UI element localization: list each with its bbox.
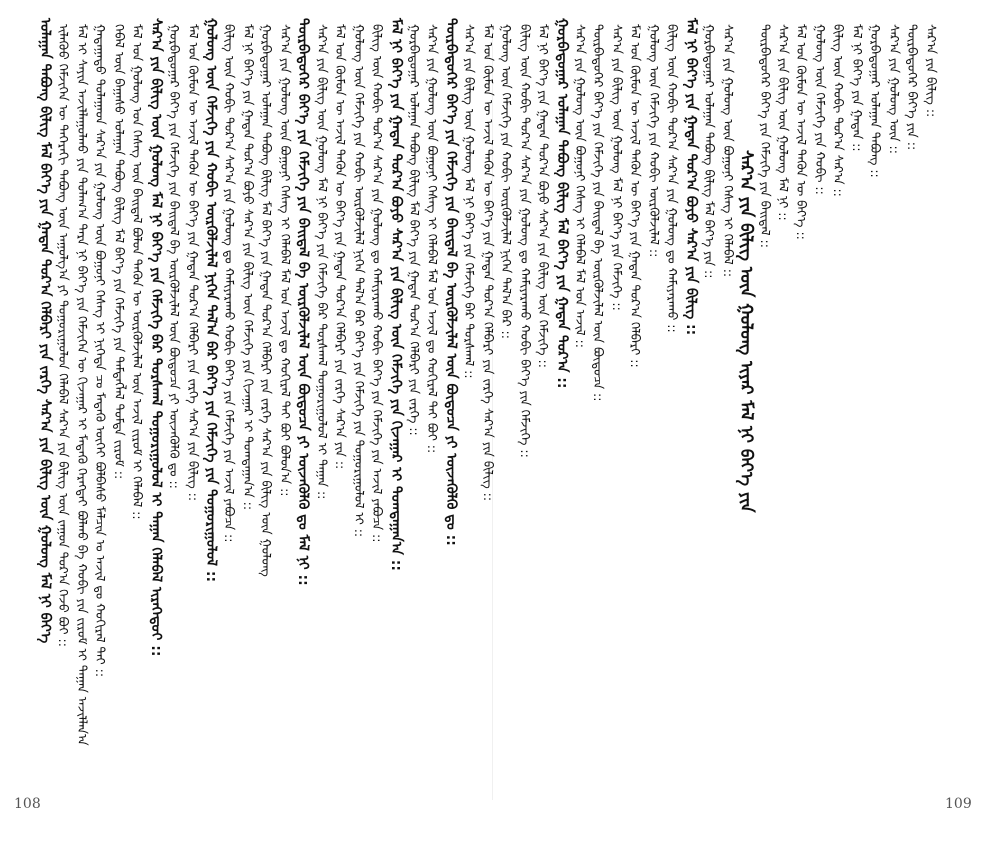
text-column: ᠳᠦᠷᠪᠡᠳᠦᠭᠡᠷ ᠪᠡᠶ᠎ᠡ ᠶᠢᠨ :: (905, 24, 920, 151)
text-column: ᠭᠤᠯᠤᠩ ᠦᠨ ᠬᠡᠮᠵᠢᠭᠡ ᠶᠢᠨ ᠬᠤᠪᠢ ᠦᠷᠭᠦᠯᠵᠢᠯᠡᠯ :: (647, 24, 662, 258)
text-column: ᠪᠢᠯᠢᠭ ᠦᠨ ᠬᠤᠪᠢ ᠳᠤᠷ᠎ᠠ ᠰᠠᠷ᠎ᠠ :: (831, 24, 846, 197)
text-column: ᠮᠠᠯ ᠨᠢ ᠪᠡᠶ᠎ᠡ ᠶᠢᠨ ᠭᠠᠳᠠᠨ ᠳᠤᠷ᠎ᠠ ᠪᠤᠶᠤ ᠰᠠᠷ᠎ᠠ ᠶᠢᠨ ᠪᠢᠯᠢᠭ ᠦᠨ ᠬᠡᠮᠵᠢᠭᠡ ᠶᠢᠨ ᠬᠢᠵᠠᠭᠠᠷ ᠢ ᠲᠣᠭᠲᠠᠭᠠᠨ᠎ᠠ :: (388, 18, 404, 571)
text-column: ᠭᠤᠷᠪᠠᠳᠤᠭᠠᠷ ᠤᠯᠠᠭᠠᠨ ᠲᠠᠪᠤᠩ ᠪᠢᠯᠢᠭ ᠮᠠᠯ ᠪᠡᠶ᠎ᠡ ᠶᠢᠨ :: (702, 24, 717, 279)
text-column: ᠳᠦᠷᠪᠡᠳᠦᠭᠡᠷ ᠪᠡᠶ᠎ᠡ ᠶᠢᠨ ᠬᠡᠮᠵᠢᠭᠡ ᠶᠢᠨ ᠪᠠᠢᠳᠠᠯ :: (758, 24, 773, 248)
text-column: ᠤᠯᠠᠭᠠᠨ ᠲᠠᠪᠤᠩ ᠪᠢᠯᠢᠭ ᠮᠠᠯ ᠪᠡᠶ᠎ᠡ ᠶᠢᠨ ᠭᠠᠳᠠᠨ ᠳᠤᠷ᠎ᠠ ᠬᠡᠯᠪᠡᠷᠢ ᠶᠢᠨ ᠵᠡᠷᠭᠡ ᠰᠠᠷ᠎ᠠ ᠶᠢᠨ ᠪᠢᠯᠢᠭ ᠦᠨ ᠭᠤᠯᠤᠩ ᠮᠠᠯ ᠨᠢ ᠪᠡᠶ᠎ᠡ (37, 18, 53, 644)
text-column: ᠪᠢᠯᠢᠭ ᠦᠨ ᠬᠤᠪᠢ ᠳᠤᠷ᠎ᠠ ᠰᠠᠷ᠎ᠠ ᠶᠢᠨ ᠭᠤᠯᠤᠩ ᠳᠤ ᠬᠠᠮᠢᠶᠠᠷᠠᠬᠤ ᠬᠤᠪᠢ ᠪᠡᠶ᠎ᠡ ᠶᠢᠨ ᠬᠡᠮᠵᠢᠭᠡ ᠶᠢᠨ ᠠᠵᠢᠯ ᠶᠠᠪᠤᠴᠠ :: (370, 24, 385, 543)
text-column: ᠰᠠᠷ᠎ᠠ ᠶᠢᠨ ᠭᠤᠯᠤᠩ ᠦᠨ ᠪᠣᠭᠣᠨᠢ ᠬᠡᠰᠡᠭ ᠢ ᠬᠡᠯᠡᠪᠡᠯ :: (721, 24, 736, 278)
text-column: ᠮᠠᠯ ᠢ ᠰᠠᠶᠢᠨ ᠠᠵᠢᠯᠯᠠᠭᠤᠯᠬᠤ ᠶᠢᠨ ᠲᠤᠯᠠᠭ᠎ᠠ ᠲᠡᠷᠡ ᠨᠢ ᠪᠡᠶ᠎ᠡ ᠶᠢᠨ ᠬᠡᠮᠵᠢᠭᠡᠨ ᠦ ᠬᠢᠵᠠᠭᠠᠷ ᠢ ᠮᠡᠳᠡᠬᠦ ᠬᠡᠷᠡᠭᠲᠡᠢ ᠪᠣᠯᠬᠤ ᠪᠠ ᠬᠤᠪᠢ ᠶᠢᠨ ᠵᠢᠷᠤᠮ ᠢ ᠳᠠᠭᠠᠨ ᠠᠵᠢᠯᠯᠠᠨ᠎ᠠ (75, 24, 90, 746)
text-column: ᠰᠠᠷ᠎ᠠ ᠶᠢᠨ ᠪᠢᠯᠢᠭ ᠦᠨ ᠭᠤᠯᠤᠩ ᠮᠠᠯ ᠨᠢ ᠪᠡᠶ᠎ᠡ ᠶᠢᠨ ᠬᠡᠮᠵᠢᠭᠡ ᠪᠡᠷ ᠳᠤᠷᠰᠬᠠᠯ ᠲᠤᠭᠤᠷᠢᠭᠤᠯᠤᠯ ᠢ ᠳᠠᠭᠠᠨ ᠬᠡᠯᠡᠪᠡᠯ ᠢᠷᠡᠭᠡᠳᠦᠢ :: (148, 18, 164, 657)
text-column: ᠰᠠᠷ᠎ᠠ ᠶᠢᠨ ᠭᠤᠯᠤᠩ ᠦᠨ ᠪᠣᠭᠣᠨᠢ ᠬᠡᠰᠡᠭ ᠢ ᠬᠡᠯᠡᠪᠡᠯ ᠮᠠᠯ ᠤᠨ ᠠᠵᠢᠯ ᠳᠤ ᠬᠣᠬᠢᠷᠠᠯ ᠲᠠᠢ ᠪᠤᠢ ᠪᠣᠯᠤᠨ᠎ᠠ :: (278, 24, 293, 497)
text-column: ᠪᠢᠯᠢᠭ ᠦᠨ ᠬᠤᠪᠢ ᠳᠤᠷ᠎ᠠ ᠰᠠᠷ᠎ᠠ ᠶᠢᠨ ᠭᠤᠯᠤᠩ ᠳᠤ ᠬᠠᠮᠢᠶᠠᠷᠠᠬᠤ ᠬᠤᠪᠢ ᠪᠡᠶ᠎ᠡ ᠶᠢᠨ ᠬᠡᠮᠵᠢᠭᠡ :: (518, 24, 533, 458)
text-column: ᠮᠠᠯ ᠤᠨ ᠬᠦᠮᠦᠨ ᠦ ᠠᠵᠢᠯ ᠲᠡᠭᠦᠨ ᠦ ᠪᠡᠶ᠎ᠡ ᠶᠢᠨ ᠭᠠᠳᠠᠨ ᠳᠤᠷ᠎ᠠ ᠬᠡᠯᠪᠡᠷᠢ ᠶᠢᠨ ᠵᠡᠷᠭᠡ ᠰᠠᠷ᠎ᠠ ᠶᠢᠨ ᠪᠢᠯᠢᠭ :: (481, 24, 496, 502)
text-column: ᠮᠠᠯ ᠨᠢ ᠪᠡᠶ᠎ᠡ ᠶᠢᠨ ᠭᠠᠳᠠᠨ ᠳᠤᠷ᠎ᠠ ᠪᠤᠶᠤ ᠰᠠᠷ᠎ᠠ ᠶᠢᠨ ᠪᠢᠯᠢᠭ ᠦᠨ ᠬᠡᠮᠵᠢᠭᠡ :: (536, 24, 551, 368)
text-column: ᠰᠠᠷ᠎ᠠ ᠶᠢᠨ ᠪᠢᠯᠢᠭ :: (924, 24, 939, 118)
text-column: ᠮᠠᠯ ᠤᠨ ᠬᠦᠮᠦᠨ ᠦ ᠠᠵᠢᠯ ᠲᠡᠭᠦᠨ ᠦ ᠪᠡᠶ᠎ᠡ ᠶᠢᠨ ᠭᠠᠳᠠᠨ ᠳᠤᠷ᠎ᠠ ᠬᠡᠯᠪᠡᠷᠢ ᠶᠢᠨ ᠵᠡᠷᠭᠡ ᠰᠠᠷ᠎ᠠ ᠶᠢᠨ :: (333, 24, 348, 470)
text-column: ᠰᠠᠷ᠎ᠠ ᠶᠢᠨ ᠪᠢᠯᠢᠭ ᠦᠨ ᠭᠤᠯᠤᠩ ᠮᠠᠯ ᠨᠢ ᠪᠡᠶ᠎ᠡ ᠶᠢᠨ ᠬᠡᠮᠵᠢᠭᠡ ᠪᠡᠷ ᠳᠤᠷᠰᠬᠠᠯ :: (462, 24, 477, 379)
text-column: ᠭᠤᠯᠤᠩ ᠦᠨ ᠬᠡᠮᠵᠢᠭᠡ ᠶᠢᠨ ᠬᠤᠪᠢ ᠦᠷᠭᠦᠯᠵᠢᠯᠡᠯ ᠨᠢᠭᠡᠨ ᠲᠠᠯ᠎ᠠ ᠪᠠᠷ ᠪᠡᠶ᠎ᠡ ᠶᠢᠨ ᠬᠡᠮᠵᠢᠭᠡ ᠶᠢᠨ ᠲᠤᠭᠤᠷᠢᠭᠤᠯᠤᠯ :: (203, 18, 219, 583)
text-column: ᠪᠢᠯᠢᠭ ᠦᠨ ᠬᠤᠪᠢ ᠳᠤᠷ᠎ᠠ ᠰᠠᠷ᠎ᠠ ᠶᠢᠨ ᠭᠤᠯᠤᠩ ᠳᠤ ᠬᠠᠮᠢᠶᠠᠷᠠᠬᠤ ᠬᠤᠪᠢ ᠪᠡᠶ᠎ᠡ ᠶᠢᠨ ᠬᠡᠮᠵᠢᠭᠡ ᠶᠢᠨ ᠠᠵᠢᠯ ᠶᠠᠪᠤᠴᠠ :: (222, 24, 237, 543)
page-number-right: 109 (945, 796, 972, 812)
text-column: ᠰᠠᠷ᠎ᠠ ᠶᠢᠨ ᠪᠢᠯᠢᠭ ᠦᠨ ᠭᠤᠯᠤᠩ ᠮᠠᠯ ᠨᠢ ᠪᠡᠶ᠎ᠡ ᠶᠢᠨ ᠬᠡᠮᠵᠢᠭᠡ :: (610, 24, 625, 311)
text-column: ᠭᠤᠯᠤᠩ ᠦᠨ ᠬᠡᠮᠵᠢᠭᠡ ᠶᠢᠨ ᠬᠤᠪᠢ ᠦᠷᠭᠦᠯᠵᠢᠯᠡᠯ ᠨᠢᠭᠡᠨ ᠲᠠᠯ᠎ᠠ ᠪᠠᠷ ᠪᠡᠶ᠎ᠡ ᠶᠢᠨ ᠬᠡᠮᠵᠢᠭᠡ ᠶᠢᠨ ᠲᠤᠭᠤᠷᠢᠭᠤᠯᠤᠯ ᠢ :: (352, 24, 367, 538)
text-column: ᠭᠤᠷᠪᠠᠳᠤᠭᠠᠷ ᠤᠯᠠᠭᠠᠨ ᠲᠠᠪᠤᠩ ᠪᠢᠯᠢᠭ ᠮᠠᠯ ᠪᠡᠶ᠎ᠡ ᠶᠢᠨ ᠭᠠᠳᠠᠨ ᠳᠤᠷ᠎ᠠ :: (554, 18, 570, 389)
text-column: ᠳᠦᠷᠪᠡᠳᠦᠭᠡᠷ ᠪᠡᠶ᠎ᠡ ᠶᠢᠨ ᠬᠡᠮᠵᠢᠭᠡ ᠶᠢᠨ ᠪᠠᠢᠳᠠᠯ ᠪᠠ ᠦᠷᠭᠦᠯᠵᠢᠯᠡᠯ ᠦᠨ ᠪᠦᠲᠦᠴᠡ ᠶᠢ ᠦᠵᠡᠭᠦᠯᠬᠦ ᠳᠤ ᠮᠠᠯ ᠨᠢ :: (295, 18, 311, 586)
text-column: ᠳᠦᠷᠪᠡᠳᠦᠭᠡᠷ ᠪᠡᠶ᠎ᠡ ᠶᠢᠨ ᠬᠡᠮᠵᠢᠭᠡ ᠶᠢᠨ ᠪᠠᠢᠳᠠᠯ ᠪᠠ ᠦᠷᠭᠦᠯᠵᠢᠯᠡᠯ ᠦᠨ ᠪᠦᠲᠦᠴᠡ ᠶᠢ ᠦᠵᠡᠭᠦᠯᠬᠦ ᠳᠤ :: (443, 18, 459, 546)
text-column: ᠭᠤᠷᠪᠠᠳᠤᠭᠠᠷ ᠤᠯᠠᠭᠠᠨ ᠲᠠᠪᠤᠩ ᠪᠢᠯᠢᠭ ᠮᠠᠯ ᠪᠡᠶ᠎ᠡ ᠶᠢᠨ ᠭᠠᠳᠠᠨ ᠳᠤᠷ᠎ᠠ ᠬᠡᠯᠪᠡᠷᠢ ᠶᠢᠨ ᠵᠡᠷᠭᠡ :: (407, 24, 422, 436)
text-column: ᠢᠯᠡᠭᠦᠦ ᠬᠡᠮᠵᠢᠭᠡᠨ ᠦ ᠳᠡᠭᠡᠷᠡᠬᠢ ᠲᠠᠪᠤᠩ ᠦᠨ ᠠᠭᠤᠯᠭ᠎ᠠ ᠶᠢ ᠲᠤᠭᠤᠷᠢᠭᠤᠯᠤᠨ ᠬᠡᠯᠡᠪᠡᠯ ᠰᠠᠷ᠎ᠠ ᠶᠢᠨ ᠪᠢᠯᠢᠭ ᠦᠨ ᠵᠠᠭᠤᠨ ᠲᠤᠷ᠎ᠠ ᠭᠡᠵᠦ ᠪᠤᠢ :: (56, 24, 71, 647)
text-column: ᠳᠦᠷᠪᠡᠳᠦᠭᠡᠷ ᠪᠡᠶ᠎ᠡ ᠶᠢᠨ ᠬᠡᠮᠵᠢᠭᠡ ᠶᠢᠨ ᠪᠠᠢᠳᠠᠯ ᠪᠠ ᠦᠷᠭᠦᠯᠵᠢᠯᠡᠯ ᠦᠨ ᠪᠦᠲᠦᠴᠡ :: (591, 24, 606, 402)
text-column: ᠰᠠᠷ᠎ᠠ ᠶᠢᠨ ᠪᠢᠯᠢᠭ ᠦᠨ ᠭᠤᠯᠤᠩ ᠮᠠᠯ ᠨᠢ :: (776, 24, 791, 221)
text-column: ᠮᠠᠯ ᠨᠢ ᠪᠡᠶ᠎ᠡ ᠶᠢᠨ ᠭᠠᠳᠠᠨ :: (850, 24, 865, 152)
text-column: ᠰᠠᠷ᠎ᠠ ᠶᠢᠨ ᠭᠤᠯᠤᠩ ᠦᠨ :: (887, 24, 902, 154)
page-title: ᠰᠠᠷ᠎ᠠ ᠶᠢᠨ ᠪᠢᠯᠢᠭ ᠦᠨ ᠭᠤᠯᠤᠩ ᠢᠶᠠᠷ ᠮᠠᠯ ᠨᠢ ᠪᠡᠶ᠎ᠡ ᠶᠢᠨ (736, 150, 756, 513)
text-column: ᠭᠤᠷᠪᠠᠳᠤᠭᠠᠷ ᠪᠡᠶ᠎ᠡ ᠶᠢᠨ ᠬᠡᠮᠵᠢᠭᠡ ᠶᠢᠨ ᠪᠠᠢᠳᠠᠯ ᠪᠠ ᠦᠷᠭᠦᠯᠵᠢᠯᠡᠯ ᠦᠨ ᠪᠦᠲᠦᠴᠡ ᠶᠢ ᠦᠵᠡᠭᠦᠯᠬᠦ ᠳᠤ :: (167, 24, 182, 489)
text-column: ᠮᠠᠯ ᠤᠨ ᠬᠦᠮᠦᠨ ᠦ ᠠᠵᠢᠯ ᠲᠡᠭᠦᠨ ᠦ ᠪᠡᠶ᠎ᠡ ᠶᠢᠨ ᠭᠠᠳᠠᠨ ᠳᠤᠷ᠎ᠠ ᠬᠡᠯᠪᠡᠷᠢ ᠶᠢᠨ ᠵᠡᠷᠭᠡ ᠰᠠᠷ᠎ᠠ ᠶᠢᠨ ᠪᠢᠯᠢᠭ :: (186, 24, 201, 502)
text-column: ᠭᠠᠳᠠᠭᠠᠳᠤ ᠲᠤᠯᠠᠭᠠᠳ ᠰᠠᠷ᠎ᠠ ᠶᠢᠨ ᠭᠤᠯᠤᠩ ᠦᠨ ᠪᠣᠭᠣᠨᠢ ᠬᠡᠰᠡᠭ ᠢ ᠨᠢᠭᠡᠲᠡ ᠴᠤ ᠮᠡᠳᠡᠬᠦ ᠦᠭᠡᠢ ᠪᠣᠯᠪᠠᠰᠤ ᠮᠠᠯᠴᠢᠨ ᠤ ᠠᠵᠢᠯ ᠳᠤ ᠬᠣᠬᠢᠷᠠᠯ ᠲᠠᠢ :: (93, 24, 108, 678)
text-column: ᠰᠠᠷ᠎ᠠ ᠶᠢᠨ ᠭᠤᠯᠤᠩ ᠦᠨ ᠪᠣᠭᠣᠨᠢ ᠬᠡᠰᠡᠭ ᠢ ᠬᠡᠯᠡᠪᠡᠯ ᠮᠠᠯ ᠤᠨ ᠠᠵᠢᠯ :: (573, 24, 588, 348)
text-column: ᠭᠤᠯᠤᠩ ᠦᠨ ᠬᠡᠮᠵᠢᠭᠡ ᠶᠢᠨ ᠬᠤᠪᠢ ᠦᠷᠭᠦᠯᠵᠢᠯᠡᠯ ᠨᠢᠭᠡᠨ ᠲᠠᠯ᠎ᠠ ᠪᠠᠷ :: (499, 24, 514, 339)
text-column: ᠮᠠᠯ ᠤᠨ ᠬᠦᠮᠦᠨ ᠦ ᠠᠵᠢᠯ ᠲᠡᠭᠦᠨ ᠦ ᠪᠡᠶ᠎ᠡ :: (794, 24, 809, 240)
text-column: ᠮᠠᠯ ᠤᠨ ᠭᠤᠯᠤᠩ ᠤᠨ ᠬᠡᠰᠡᠭ ᠦᠨ ᠪᠠᠢᠳᠠᠯ ᠪᠣᠯᠤᠨ ᠲᠡᠭᠦᠨ ᠦ ᠦᠷᠭᠦᠯᠵᠢᠯᠡᠯ ᠦᠨ ᠠᠵᠢᠯ ᠵᠢᠷᠤᠮ ᠢ ᠬᠡᠯᠡᠪᠡᠯ :: (130, 24, 145, 520)
text-column: ᠭᠤᠷᠪᠠᠳᠤᠭᠠᠷ ᠤᠯᠠᠭᠠᠨ ᠲᠠᠪᠤᠩ ᠪᠢᠯᠢᠭ ᠮᠠᠯ ᠪᠡᠶ᠎ᠡ ᠶᠢᠨ ᠭᠠᠳᠠᠨ ᠳᠤᠷ᠎ᠠ ᠬᠡᠯᠪᠡᠷᠢ ᠶᠢᠨ ᠵᠡᠷᠭᠡ ᠰᠠᠷ᠎ᠠ ᠶᠢᠨ ᠪᠢᠯᠢᠭ ᠦᠨ ᠭᠤᠯᠤᠩ (259, 24, 274, 577)
text-column: ᠰᠠᠷ᠎ᠠ ᠶᠢᠨ ᠭᠤᠯᠤᠩ ᠦᠨ ᠪᠣᠭᠣᠨᠢ ᠬᠡᠰᠡᠭ ᠢ ᠬᠡᠯᠡᠪᠡᠯ ᠮᠠᠯ ᠤᠨ ᠠᠵᠢᠯ ᠳᠤ ᠬᠣᠬᠢᠷᠠᠯ ᠲᠠᠢ ᠪᠤᠢ :: (425, 24, 440, 454)
text-column: ᠭᠤᠷᠪᠠᠳᠤᠭᠠᠷ ᠤᠯᠠᠭᠠᠨ ᠲᠠᠪᠤᠩ :: (868, 24, 883, 178)
page-number-left: 108 (14, 796, 41, 812)
text-column: ᠭᠤᠯᠤᠩ ᠦᠨ ᠬᠡᠮᠵᠢᠭᠡ ᠶᠢᠨ ᠬᠤᠪᠢ :: (813, 24, 828, 195)
text-column: ᠰᠠᠷ᠎ᠠ ᠶᠢᠨ ᠪᠢᠯᠢᠭ ᠦᠨ ᠭᠤᠯᠤᠩ ᠮᠠᠯ ᠨᠢ ᠪᠡᠶ᠎ᠡ ᠶᠢᠨ ᠬᠡᠮᠵᠢᠭᠡ ᠪᠡᠷ ᠳᠤᠷᠰᠬᠠᠯ ᠲᠤᠭᠤᠷᠢᠭᠤᠯᠤᠯ ᠢ ᠳᠠᠭᠠᠨ :: (315, 24, 330, 500)
text-column: ᠮᠠᠯ ᠨᠢ ᠪᠡᠶ᠎ᠡ ᠶᠢᠨ ᠭᠠᠳᠠᠨ ᠳᠤᠷ᠎ᠠ ᠪᠤᠶᠤ ᠰᠠᠷ᠎ᠠ ᠶᠢᠨ ᠪᠢᠯᠢᠭ ᠦᠨ ᠬᠡᠮᠵᠢᠭᠡ ᠶᠢᠨ ᠬᠢᠵᠠᠭᠠᠷ ᠢ ᠲᠣᠭᠲᠠᠭᠠᠨ᠎ᠠ :: (241, 24, 256, 511)
text-column: ᠮᠠᠯ ᠨᠢ ᠪᠡᠶ᠎ᠡ ᠶᠢᠨ ᠭᠠᠳᠠᠨ ᠳᠤᠷ᠎ᠠ ᠪᠤᠶᠤ ᠰᠠᠷ᠎ᠠ ᠶᠢᠨ ᠪᠢᠯᠢᠭ :: (683, 18, 699, 336)
text-column: ᠮᠠᠯ ᠤᠨ ᠬᠦᠮᠦᠨ ᠦ ᠠᠵᠢᠯ ᠲᠡᠭᠦᠨ ᠦ ᠪᠡᠶ᠎ᠡ ᠶᠢᠨ ᠭᠠᠳᠠᠨ ᠳᠤᠷ᠎ᠠ ᠬᠡᠯᠪᠡᠷᠢ :: (628, 24, 643, 368)
text-column: ᠪᠢᠯᠢᠭ ᠦᠨ ᠬᠤᠪᠢ ᠳᠤᠷ᠎ᠠ ᠰᠠᠷ᠎ᠠ ᠶᠢᠨ ᠭᠤᠯᠤᠩ ᠳᠤ ᠬᠠᠮᠢᠶᠠᠷᠠᠬᠤ :: (665, 24, 680, 333)
text-column: ᠬᠡᠪᠡᠯ ᠦᠨ ᠪᠠᠭᠠᠰᠤ ᠤᠯᠠᠭᠠᠨ ᠲᠠᠪᠤᠩ ᠪᠢᠯᠢᠭ ᠮᠠᠯ ᠪᠡᠶ᠎ᠡ ᠶᠢᠨ ᠬᠡᠮᠵᠢᠭᠡ ᠶᠢᠨ ᠲᠡᠮᠳᠡᠭᠯᠡᠯ ᠳᠤᠮᠳᠠ ᠵᠢᠷᠤᠮ :: (112, 24, 127, 480)
